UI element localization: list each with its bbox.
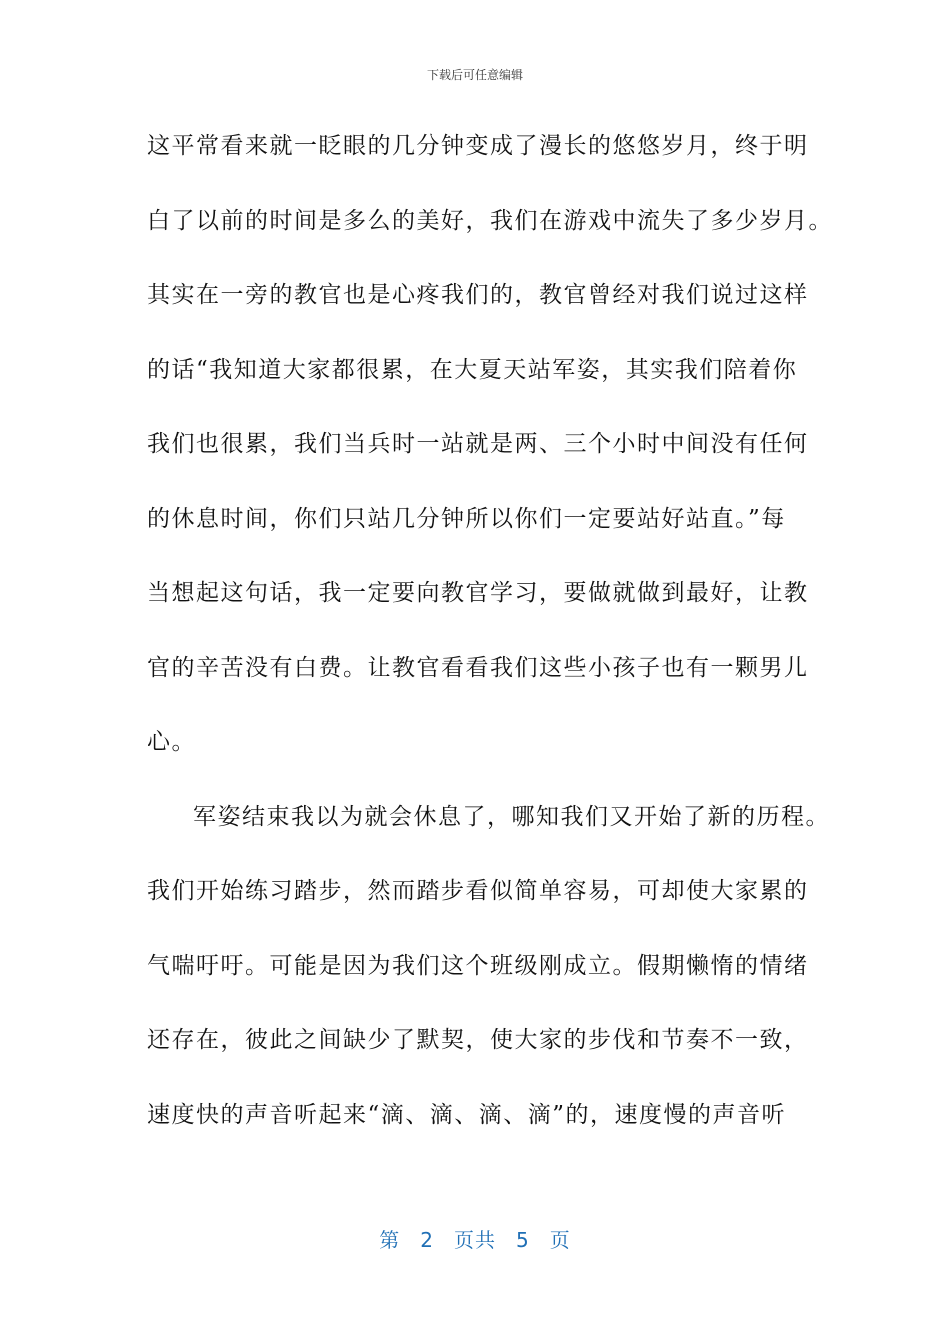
paragraph-start-line: 军姿结束我以为就会休息了，哪知我们又开始了新的历程。 [193, 803, 830, 830]
page-suffix: 页 [549, 1228, 571, 1252]
text-line: 当想起这句话，我一定要向教官学习，要做就做到最好，让教 [147, 580, 809, 606]
text-line: 我们开始练习踏步，然而踏步看似简单容易，可却使大家累的 [147, 878, 809, 904]
text-line: 这平常看来就一眨眼的几分钟变成了漫长的悠悠岁月，终于明 [147, 133, 809, 159]
text-line: 心。 [147, 729, 196, 755]
text-line: 白了以前的时间是多么的美好，我们在游戏中流失了多少岁月。 [147, 207, 833, 234]
text-line: 速度快的声音听起来“滴、滴、滴、滴”的，速度慢的声音听 [147, 1101, 787, 1128]
text-line: 还存在，彼此之间缺少了默契，使大家的步伐和节奏不一致， [147, 1027, 809, 1053]
text-line: 我们也很累，我们当兵时一站就是两、三个小时中间没有任何 [147, 431, 809, 457]
current-page-number: 2 [420, 1228, 434, 1252]
text-line: 的休息时间，你们只站几分钟所以你们一定要站好站直。”每 [147, 505, 786, 532]
page-middle: 页共 [454, 1228, 496, 1252]
text-line: 其实在一旁的教官也是心疼我们的，教官曾经对我们说过这样 [147, 282, 809, 308]
page-prefix: 第 [379, 1228, 401, 1252]
total-pages-number: 5 [516, 1228, 530, 1252]
page-number-footer [0, 1224, 950, 1253]
text-line: 的话“我知道大家都很累，在大夏天站军姿，其实我们陪着你 [147, 356, 798, 383]
document-body [147, 126, 833, 1169]
text-line: 气喘吁吁。可能是因为我们这个班级刚成立。假期懒惰的情绪 [147, 952, 809, 979]
page-header: 下载后可任意编辑 [426, 68, 523, 82]
text-line: 官的辛苦没有白费。让教官看看我们这些小孩子也有一颗男儿 [147, 654, 809, 681]
